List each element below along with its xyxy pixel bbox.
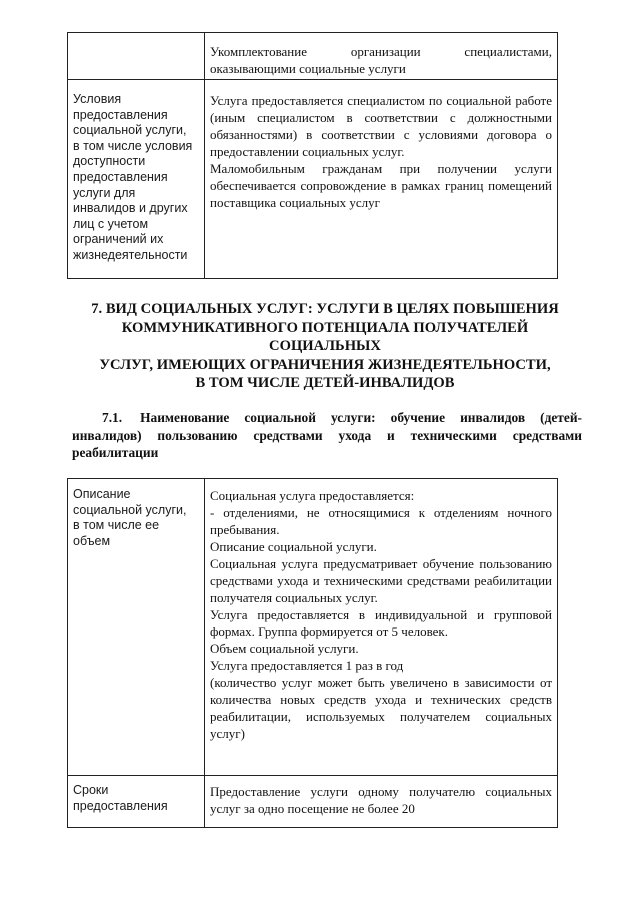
label-line: доступности	[73, 154, 146, 169]
label-line: жизнедеятельности	[73, 247, 188, 262]
row-label-cell	[68, 80, 205, 279]
subsection-title	[72, 409, 582, 462]
label-line: в том числе условия	[73, 138, 193, 153]
row-label-cell	[68, 776, 205, 828]
cell-text: Укомплектование организации специалистами, оказывающими социальные услуги	[210, 44, 552, 76]
cell-text: Услуга предоставляется 1 раз в год	[210, 658, 404, 673]
label-line: лиц с учетом	[73, 216, 149, 231]
cell-text: Предоставление услуги одному получателю социальных услуг за одно посещение не более 20	[210, 784, 552, 816]
cell-text: - отделениями, не относящимися к отделениям ночного пребывания.	[210, 505, 552, 537]
cell-text: (количество услуг может быть увеличено в зависимости от количества новых средств ухода и технических средств реабилитации, используемых получателем социальных услуг)	[210, 675, 552, 741]
section-heading	[70, 300, 580, 393]
label-line: Сроки	[73, 783, 109, 797]
cell-text: Описание социальной услуги.	[210, 539, 377, 554]
heading-line: 7. ВИД СОЦИАЛЬНЫХ УСЛУГ: УСЛУГИ В ЦЕЛЯХ ПОВЫШЕНИЯ	[91, 301, 559, 317]
label-line: социальной услуги,	[73, 502, 187, 517]
heading-line: УСЛУГ, ИМЕЮЩИХ ОГРАНИЧЕНИЯ ЖИЗНЕДЕЯТЕЛЬНОСТИ,	[99, 356, 551, 373]
table-cell-empty	[68, 33, 205, 80]
label-line: Условия	[73, 92, 122, 106]
cell-text: Услуга предоставляется в индивидуальной и групповой формах. Группа формируется от 5 человек.	[210, 607, 552, 639]
row-label-cell	[68, 479, 205, 776]
label-line: ограничений их	[73, 232, 164, 247]
label-line: предоставления	[73, 107, 168, 122]
subsection-text: Наименование социальной услуги: обучение инвалидов (детей-инвалидов) пользованию средствами ухода и техническими средствами реабилитации	[72, 410, 582, 460]
label-line: инвалидов и других	[73, 201, 188, 216]
table-cell	[205, 776, 558, 828]
label-line: объем	[73, 533, 111, 548]
table-cell	[205, 33, 558, 80]
heading-line: СОЦИАЛЬНЫХ	[269, 338, 381, 355]
table-cell	[205, 479, 558, 776]
cell-text: Социальная услуга предоставляется:	[210, 488, 415, 503]
label-line: предоставления	[73, 798, 168, 813]
cell-text: Объем социальной услуги.	[210, 641, 359, 656]
cell-text: Маломобильным гражданам при получении услуги обеспечивается сопровождение в рамках границ помещений поставщика социальных услуг	[210, 161, 552, 210]
subsection-number: 7.1.	[102, 410, 123, 425]
cell-text: Социальная услуга предусматривает обучение пользованию средствами ухода и техническими средствами реабилитации получателя социальных услуг.	[210, 556, 552, 605]
table-cell	[205, 80, 558, 279]
heading-line: КОММУНИКАТИВНОГО ПОТЕНЦИАЛА ПОЛУЧАТЕЛЕЙ	[121, 319, 529, 336]
heading-line: В ТОМ ЧИСЛЕ ДЕТЕЙ-ИНВАЛИДОВ	[195, 375, 455, 392]
top-table	[67, 32, 558, 279]
bottom-table	[67, 478, 558, 828]
cell-text: Услуга предоставляется специалистом по социальной работе (иным специалистом в соответствии с должностными обязанностями) в соответствии с условиями договора о предоставлении социальных услуг.	[210, 93, 552, 159]
table-row	[68, 80, 558, 279]
label-line: в том числе ее	[73, 518, 160, 533]
label-line: Описание	[73, 487, 131, 501]
table-row	[68, 479, 558, 776]
table-row	[68, 33, 558, 80]
label-line: услуги для	[73, 185, 136, 200]
label-line: социальной услуги,	[73, 123, 187, 138]
label-line: предоставления	[73, 169, 168, 184]
table-row	[68, 776, 558, 828]
